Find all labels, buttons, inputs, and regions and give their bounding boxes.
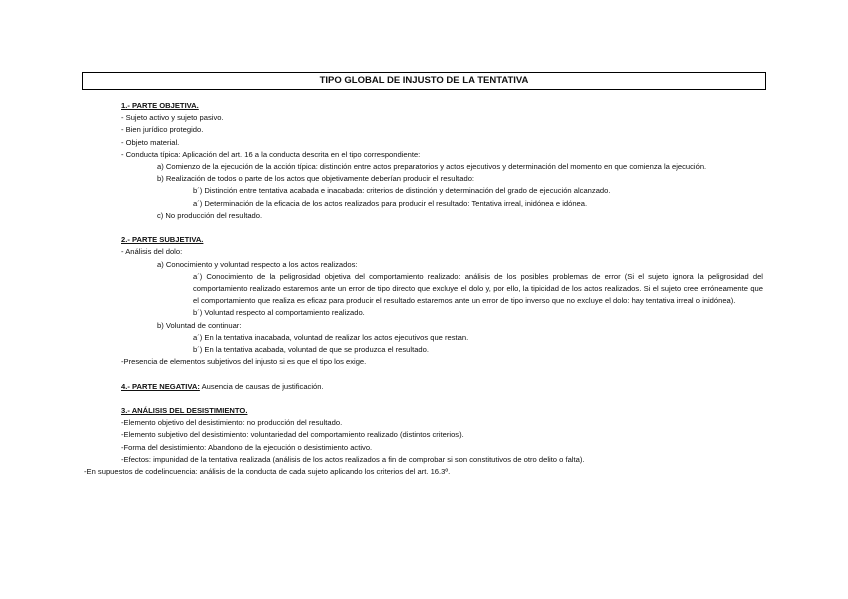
section-objective-heading: 1.- PARTE OBJETIVA. bbox=[121, 101, 199, 110]
subitem-b-prime: b´) Voluntad respecto al comportamiento realizado. bbox=[193, 308, 365, 318]
section-desistance-heading: 3.- ANÁLISIS DEL DESISTIMIENTO. bbox=[121, 406, 248, 416]
list-item: -Elemento objetivo del desistimiento: no producción del resultado. bbox=[121, 418, 343, 428]
subitem-a-prime: a´) Conocimiento de la peligrosidad objetiva del comportamiento realizado: análisis de los posibles problemas de error (Si el sujeto ignora la peligrosidad del comportamiento realizado estaremos ante un error de tipo directo que excluye el dolo y, por ello, la tipicidad de los actos realizados. Si el sujeto cree erróneamente que el comportamiento que realiza es eficaz para producir el resultado estaremos ante un error de tipo inverso que no excluye el dolo: hay tentativa irreal o inidónea). bbox=[193, 271, 763, 306]
list-item: - Bien jurídico protegido. bbox=[121, 125, 204, 135]
list-item: - Conducta típica: Aplicación del art. 16 a la conducta descrita en el tipo correspondiente: bbox=[121, 149, 421, 159]
subitem-b-prime: b´) Distinción entre tentativa acabada e inacabada: criterios de distinción y determinación del grado de ejecución alcanzado. bbox=[193, 186, 611, 196]
subitem-b-prime: b´) En la tentativa acabada, voluntad de que se produzca el resultado. bbox=[193, 345, 429, 355]
list-item: -En supuestos de codelincuencia: análisis de la conducta de cada sujeto aplicando los criterios del art. 16.3º. bbox=[84, 467, 451, 477]
document-title: TIPO GLOBAL DE INJUSTO DE LA TENTATIVA bbox=[82, 72, 766, 90]
subitem-a: a) Comienzo de la ejecución de la acción típica: distinción entre actos preparatorios y actos ejecutivos y determinación del momento en que comienza la ejecución. bbox=[157, 162, 707, 172]
list-item: - Sujeto activo y sujeto pasivo. bbox=[121, 113, 224, 123]
section-negative-text: Ausencia de causas de justificación. bbox=[199, 381, 324, 391]
list-item: -Efectos: impunidad de la tentativa realizada (análisis de los actos realizados a fin de comprobar si son constitutivos de otro delito o falta). bbox=[121, 454, 585, 464]
list-item: - Análisis del dolo: bbox=[121, 247, 183, 257]
subitem-a-prime: a´) En la tentativa inacabada, voluntad de realizar los actos ejecutivos que restan. bbox=[193, 332, 469, 342]
document-body bbox=[0, 100, 848, 478]
subitem-b: b) Realización de todos o parte de los actos que objetivamente deberían producir el resultado: bbox=[157, 174, 475, 184]
subitem-c: c) No producción del resultado. bbox=[157, 210, 263, 220]
list-item: -Forma del desistimiento: Abandono de la ejecución o desistimiento activo. bbox=[121, 442, 373, 452]
subitem-b: b) Voluntad de continuar: bbox=[157, 320, 242, 330]
section-negative bbox=[0, 381, 848, 393]
subitem-a: a) Conocimiento y voluntad respecto a los actos realizados: bbox=[157, 259, 358, 269]
section-subjective-heading: 2.- PARTE SUBJETIVA. bbox=[121, 235, 204, 245]
list-item: - Objeto material. bbox=[121, 137, 180, 147]
section-negative-heading: 4.- PARTE NEGATIVA: bbox=[121, 381, 200, 391]
subitem-a-prime: a´) Determinación de la eficacia de los actos realizados para producir el resultado: Tentativa irreal, inidónea e idónea. bbox=[193, 198, 588, 208]
list-item: -Presencia de elementos subjetivos del injusto si es que el tipo los exige. bbox=[121, 357, 367, 367]
list-item: -Elemento subjetivo del desistimiento: voluntariedad del comportamiento realizado (distintos criterios). bbox=[121, 430, 464, 440]
